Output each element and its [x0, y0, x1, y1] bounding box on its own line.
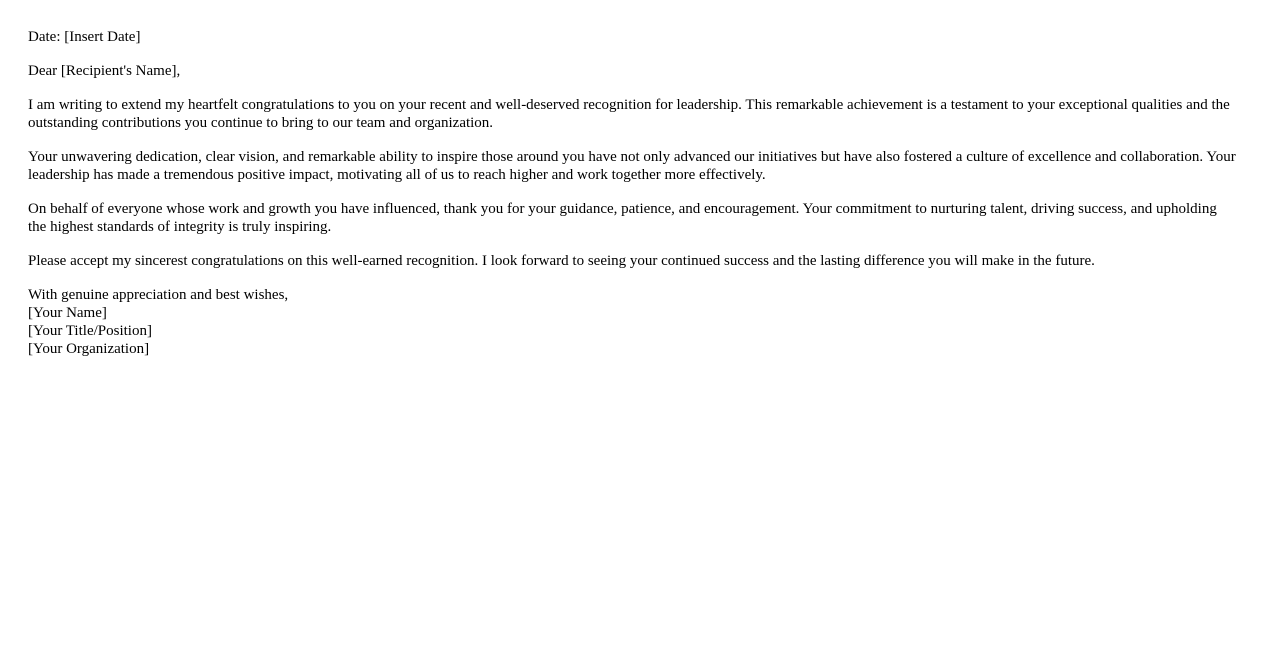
- signature-organization: [Your Organization]: [28, 341, 150, 357]
- date-line: Date: [Insert Date]: [28, 29, 141, 45]
- salutation: Dear [Recipient's Name],: [28, 63, 181, 79]
- closing-line: With genuine appreciation and best wishes,: [28, 287, 289, 303]
- signature-name: [Your Name]: [28, 305, 107, 321]
- closing-block: [28, 286, 1238, 358]
- paragraph-congratulations: Please accept my sincerest congratulations on this well-earned recognition. I look forward to seeing your continued success and the lasting difference you will make in the future.: [28, 253, 1095, 269]
- paragraph-thanks: On behalf of everyone whose work and growth you have influenced, thank you for your guidance, patience, and encouragement. Your commitment to nurturing talent, driving success, and upholding the highest standards of integrity is truly inspiring.: [28, 201, 1217, 235]
- letter-body: [28, 28, 1238, 358]
- paragraph-leadership: Your unwavering dedication, clear vision, and remarkable ability to inspire those around you have not only advanced our initiatives but have also fostered a culture of excellence and collaboration. Your leadership has made a tremendous positive impact, motivating all of us to reach higher and work together more effectively.: [28, 149, 1236, 183]
- signature-title: [Your Title/Position]: [28, 323, 152, 339]
- paragraph-intro: I am writing to extend my heartfelt congratulations to you on your recent and well-deserved recognition for leadership. This remarkable achievement is a testament to your exceptional qualities and the outstanding contributions you continue to bring to our team and organization.: [28, 97, 1230, 131]
